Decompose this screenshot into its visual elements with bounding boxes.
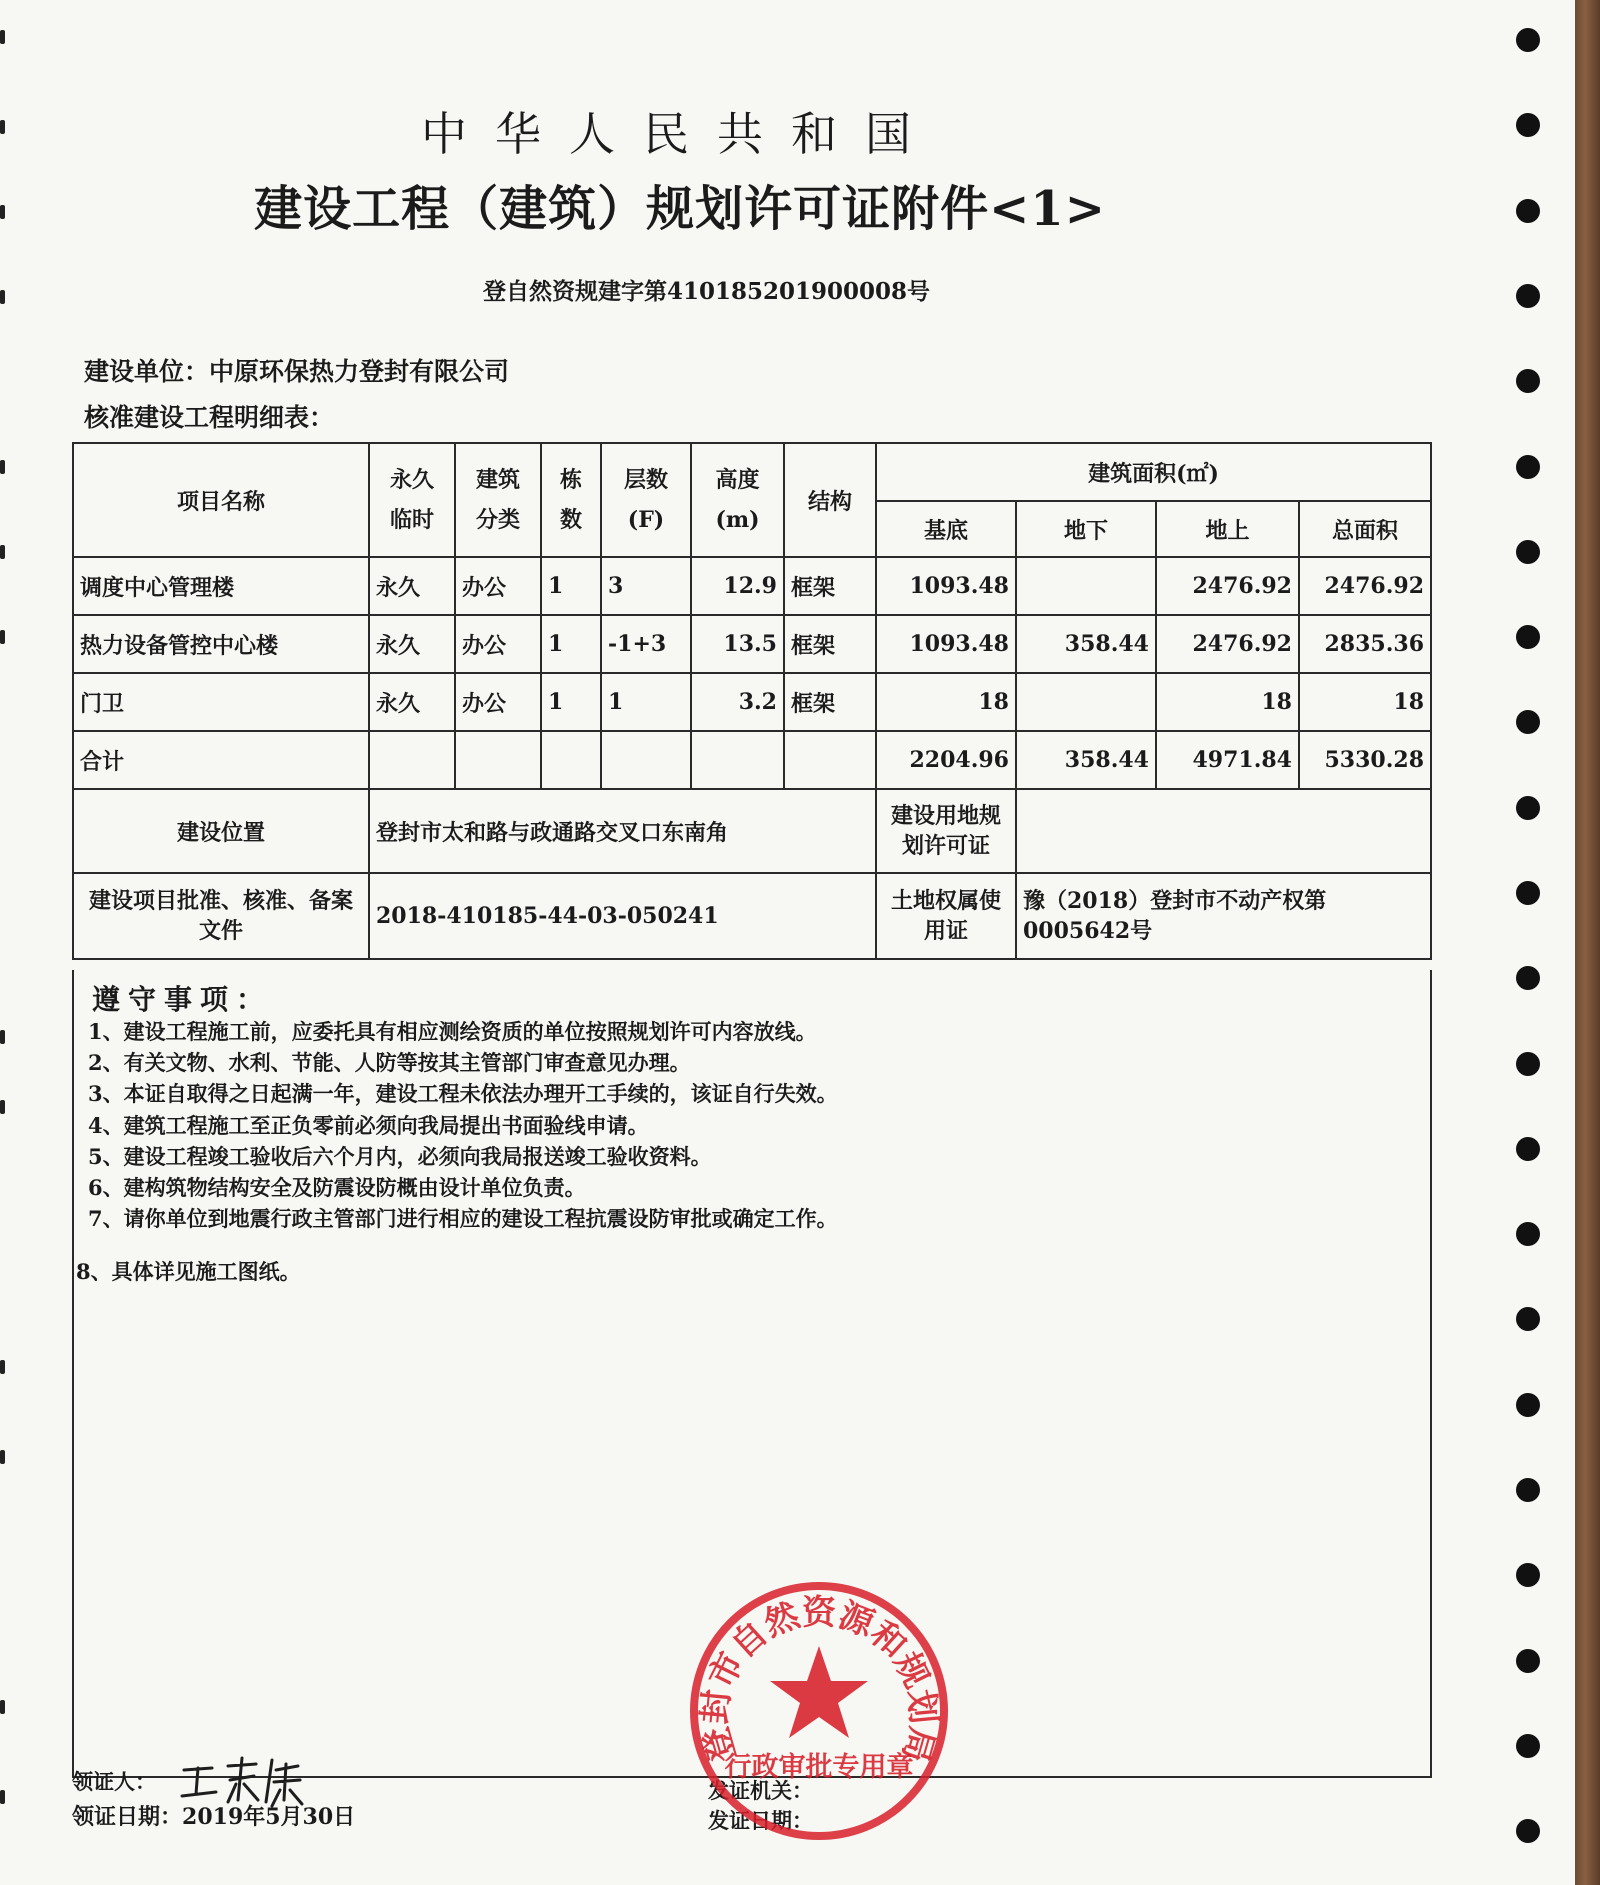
note-item: 5、建设工程竣工验收后六个月内，必须向我局报送竣工验收资料。 — [88, 1143, 712, 1169]
edge-mark — [0, 30, 5, 44]
land-cert-label: 土地权属使用证 — [876, 873, 1016, 959]
edge-mark — [0, 1030, 5, 1044]
notes-list — [88, 1016, 838, 1234]
approval-value: 2018-410185-44-03-050241 — [369, 873, 876, 959]
recipient-label: 领证人： — [72, 1769, 156, 1794]
header-area-under: 地下 — [1016, 501, 1156, 557]
permit-number: 登自然资规建字第410185201900008号 — [483, 278, 931, 305]
seal-outer-text: 登封市自然资源和规划局 — [694, 1593, 944, 1767]
feed-hole — [1516, 966, 1540, 990]
star-icon — [770, 1646, 868, 1738]
cell-total: 18 — [1299, 673, 1431, 731]
feed-hole — [1516, 1478, 1540, 1502]
cell-base: 1093.48 — [876, 615, 1016, 673]
document-title: 建设工程（建筑）规划许可证附件<1> — [254, 181, 1106, 237]
cell-under — [1016, 673, 1156, 731]
cell-floors: 3 — [601, 557, 691, 615]
feed-hole — [1516, 1734, 1540, 1758]
header-permanence: 永久 临时 — [369, 443, 455, 557]
cell-base: 18 — [876, 673, 1016, 731]
cell-name: 热力设备管控中心楼 — [73, 615, 369, 673]
cell-height: 3.2 — [691, 673, 784, 731]
location-value: 登封市太和路与政通路交叉口东南角 — [369, 789, 876, 873]
note-item: 1、建设工程施工前，应委托具有相应测绘资质的单位按照规划许可内容放线。 — [88, 1019, 817, 1044]
issuer-label: 发证机关： — [708, 1778, 813, 1803]
cell-permanence: 永久 — [369, 615, 455, 673]
approved-projects-table — [72, 442, 1432, 960]
feed-hole — [1516, 1819, 1540, 1843]
feed-hole — [1516, 284, 1540, 308]
edge-mark — [0, 630, 5, 644]
cell-category: 办公 — [455, 557, 541, 615]
feed-hole — [1516, 1222, 1540, 1246]
feed-hole — [1516, 710, 1540, 734]
feed-hole — [1516, 540, 1540, 564]
builder-label: 建设单位： — [84, 357, 210, 386]
paper-edge — [1575, 0, 1600, 1885]
total-row — [73, 731, 1431, 789]
edge-mark — [0, 1700, 5, 1714]
cell-count: 1 — [541, 557, 601, 615]
header-category: 建筑 分类 — [455, 443, 541, 557]
table-row — [73, 673, 1431, 731]
cell-floors: 1 — [601, 673, 691, 731]
header-floors: 层数 (F) — [601, 443, 691, 557]
feed-hole — [1516, 455, 1540, 479]
cell-count: 1 — [541, 615, 601, 673]
cell-total-base: 2204.96 — [876, 731, 1016, 789]
receipt-date-label: 领证日期： — [72, 1804, 183, 1830]
note-item-8: 8、具体详见施工图纸。 — [76, 1259, 301, 1284]
cell-height: 12.9 — [691, 557, 784, 615]
table-row — [73, 615, 1431, 673]
feed-hole — [1516, 881, 1540, 905]
cell-above: 2476.92 — [1156, 557, 1299, 615]
feed-hole — [1516, 1052, 1540, 1076]
header-area-base: 基底 — [876, 501, 1016, 557]
note-item: 2、有关文物、水利、节能、人防等按其主管部门审查意见办理。 — [88, 1050, 691, 1076]
edge-mark — [0, 460, 5, 474]
receipt-date — [72, 1800, 355, 1831]
cell-above: 2476.92 — [1156, 615, 1299, 673]
cell-name: 门卫 — [73, 673, 369, 731]
feed-hole — [1516, 1563, 1540, 1587]
header-area-total: 总面积 — [1299, 501, 1431, 557]
feed-hole — [1516, 1137, 1540, 1161]
cell-above: 18 — [1156, 673, 1299, 731]
cell-total-above: 4971.84 — [1156, 731, 1299, 789]
cell-total-under: 358.44 — [1016, 731, 1156, 789]
location-label: 建设位置 — [73, 789, 369, 873]
cell-category: 办公 — [455, 615, 541, 673]
land-permit-label: 建设用地规划许可证 — [876, 789, 1016, 873]
cell-under — [1016, 557, 1156, 615]
builder-line — [84, 352, 509, 388]
cell-total: 2835.36 — [1299, 615, 1431, 673]
approval-label: 建设项目批准、核准、备案文件 — [73, 873, 369, 959]
table-row — [73, 557, 1431, 615]
edge-mark — [0, 290, 5, 304]
cell-height: 13.5 — [691, 615, 784, 673]
header-count: 栋 数 — [541, 443, 601, 557]
cell-permanence: 永久 — [369, 557, 455, 615]
detail-table-title: 核准建设工程明细表： — [84, 403, 335, 432]
cell-count: 1 — [541, 673, 601, 731]
header-area-above: 地上 — [1156, 501, 1299, 557]
edge-mark — [0, 1450, 5, 1464]
feed-hole — [1516, 113, 1540, 137]
land-cert-value: 豫（2018）登封市不动产权第0005642号 — [1016, 873, 1431, 959]
cell-total: 2476.92 — [1299, 557, 1431, 615]
seal-inner-text: 行政审批专用章 — [724, 1752, 914, 1783]
edge-mark — [0, 1790, 5, 1804]
note-item: 4、建筑工程施工至正负零前必须向我局提出书面验线申请。 — [88, 1112, 649, 1138]
note-item: 7、请你单位到地震行政主管部门进行相应的建设工程抗震设防审批或确定工作。 — [88, 1206, 838, 1232]
official-seal — [684, 1576, 954, 1846]
note-item: 3、本证自取得之日起满一年，建设工程未依法办理开工手续的，该证自行失效。 — [88, 1081, 838, 1107]
approval-row — [73, 873, 1431, 959]
cell-structure: 框架 — [784, 673, 876, 731]
notes-title: 遵守事项： — [92, 983, 273, 1016]
feed-hole — [1516, 1307, 1540, 1331]
note-item: 6、建构筑物结构安全及防震设防概由设计单位负责。 — [88, 1175, 586, 1201]
edge-mark — [0, 1360, 5, 1374]
cell-base: 1093.48 — [876, 557, 1016, 615]
cell-category: 办公 — [455, 673, 541, 731]
cell-under: 358.44 — [1016, 615, 1156, 673]
feed-hole — [1516, 1393, 1540, 1417]
cell-floors: -1+3 — [601, 615, 691, 673]
issue-date-label: 发证日期： — [708, 1808, 813, 1833]
feed-hole — [1516, 28, 1540, 52]
feed-hole — [1516, 625, 1540, 649]
receipt-date-value: 2019年5月30日 — [182, 1804, 356, 1830]
builder-value: 中原环保热力登封有限公司 — [209, 357, 510, 386]
cell-total-total: 5330.28 — [1299, 731, 1431, 789]
feed-hole — [1516, 796, 1540, 820]
feed-hole — [1516, 369, 1540, 393]
cell-total-label: 合计 — [73, 731, 369, 789]
cell-permanence: 永久 — [369, 673, 455, 731]
cell-structure: 框架 — [784, 615, 876, 673]
header-height: 高度 (m) — [691, 443, 784, 557]
cell-structure: 框架 — [784, 557, 876, 615]
header-name: 项目名称 — [73, 443, 369, 557]
header-structure: 结构 — [784, 443, 876, 557]
country-title: 中华人民共和国 — [421, 107, 939, 161]
edge-mark — [0, 1100, 5, 1114]
header-area-group: 建筑面积(㎡) — [876, 443, 1431, 501]
location-row — [73, 789, 1431, 873]
feed-hole — [1516, 199, 1540, 223]
cell-name: 调度中心管理楼 — [73, 557, 369, 615]
feed-hole — [1516, 1649, 1540, 1673]
land-permit-value — [1016, 789, 1431, 873]
edge-mark — [0, 545, 5, 559]
